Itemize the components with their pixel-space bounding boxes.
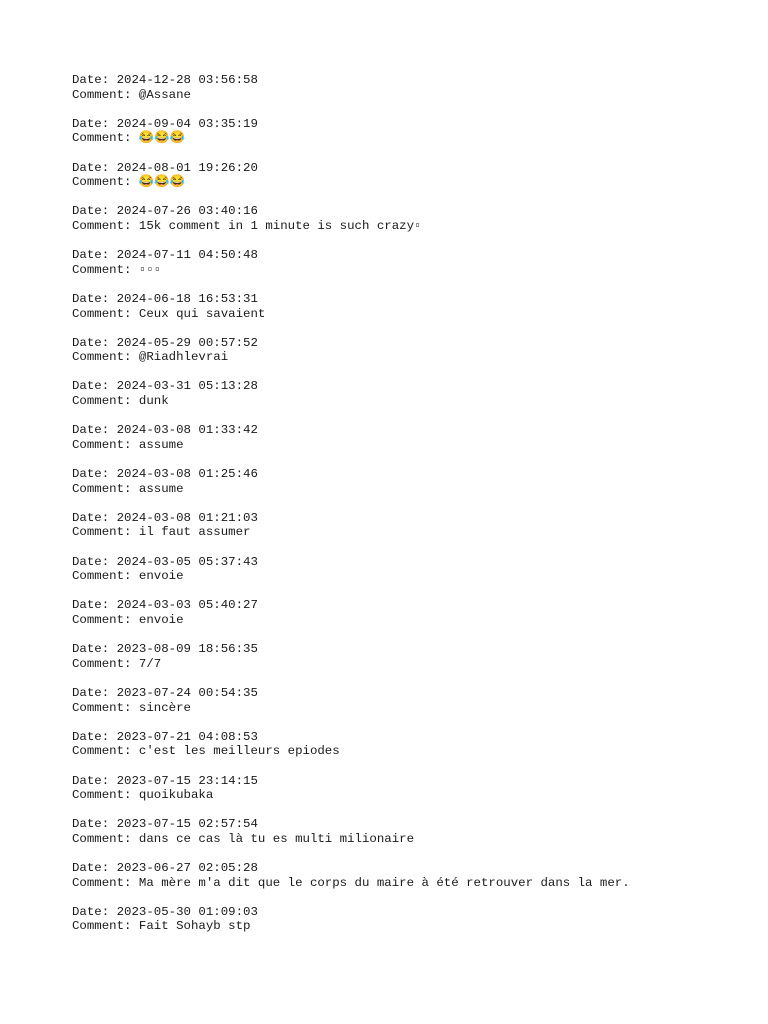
comment-text: Ceux qui savaient [138, 306, 266, 321]
date-value: 2023-07-21 04:08:53 [116, 729, 258, 744]
comment-text: assume [138, 437, 184, 452]
date-label: Date: [72, 467, 117, 482]
date-line [72, 117, 630, 132]
comment-label: Comment: [72, 350, 139, 365]
date-value: 2023-06-27 02:05:28 [116, 861, 258, 876]
date-line [72, 774, 630, 789]
date-value: 2024-12-28 03:56:58 [116, 73, 258, 87]
date-line [72, 598, 630, 613]
comment-line [72, 131, 630, 146]
comment-line [72, 788, 630, 803]
date-label: Date: [72, 598, 117, 613]
date-value: 2024-05-29 00:57:52 [116, 335, 258, 350]
comment-entry [72, 73, 630, 102]
comment-entry [72, 730, 630, 759]
comment-text: assume [138, 481, 184, 496]
comment-label: Comment: [72, 656, 139, 671]
comment-label: Comment: [72, 700, 139, 715]
date-label: Date: [72, 423, 117, 438]
date-label: Date: [72, 248, 117, 263]
comment-label: Comment: [72, 218, 139, 233]
date-line [72, 161, 630, 176]
comment-label: Comment: [72, 306, 139, 321]
comment-entry [72, 292, 630, 321]
comment-label: Comment: [72, 394, 139, 409]
comment-text: quoikubaka [138, 788, 214, 803]
comment-text: dunk [138, 394, 169, 409]
date-line [72, 642, 630, 657]
comment-label: Comment: [72, 131, 139, 146]
comment-entry [72, 423, 630, 452]
comment-label: Comment: [72, 612, 139, 627]
comment-entry [72, 117, 630, 146]
date-value: 2023-07-15 02:57:54 [116, 817, 258, 832]
comment-text: Fait Sohayb stp [138, 919, 251, 934]
comment-text: 15k comment in 1 minute is such crazy▫ [138, 218, 422, 233]
date-value: 2023-05-30 01:09:03 [116, 904, 258, 919]
date-line [72, 379, 630, 394]
date-value: 2024-09-04 03:35:19 [116, 116, 258, 131]
comment-text: @Assane [138, 87, 191, 102]
comment-line [72, 525, 630, 540]
comment-entry [72, 686, 630, 715]
comment-line [72, 88, 630, 103]
comment-line [72, 569, 630, 584]
date-label: Date: [72, 204, 117, 219]
comment-line [72, 350, 630, 365]
comment-label: Comment: [72, 569, 139, 584]
comment-text: c'est les meilleurs epiodes [138, 744, 340, 759]
date-label: Date: [72, 335, 117, 350]
comment-line [72, 701, 630, 716]
date-label: Date: [72, 817, 117, 832]
date-label: Date: [72, 773, 117, 788]
comment-entry [72, 161, 630, 190]
comment-line [72, 613, 630, 628]
comment-line [72, 832, 630, 847]
comment-text: @Riadhlevrai [138, 350, 229, 365]
date-line [72, 861, 630, 876]
date-line [72, 248, 630, 263]
date-line [72, 511, 630, 526]
date-value: 2024-03-05 05:37:43 [116, 554, 258, 569]
comment-line [72, 219, 630, 234]
comment-line [72, 394, 630, 409]
comment-label: Comment: [72, 525, 139, 540]
date-line [72, 336, 630, 351]
date-label: Date: [72, 379, 117, 394]
comment-text: dans ce cas là tu es multi milionaire [138, 831, 415, 846]
date-value: 2024-07-11 04:50:48 [116, 248, 258, 263]
comment-text: Ma mère m'a dit que le corps du maire à été retrouver dans la mer. [138, 875, 630, 890]
date-label: Date: [72, 116, 117, 131]
comment-entry [72, 905, 630, 934]
comment-line [72, 482, 630, 497]
date-value: 2023-07-15 23:14:15 [116, 773, 258, 788]
comment-line [72, 657, 630, 672]
comment-line [72, 175, 630, 190]
comment-entry [72, 511, 630, 540]
date-label: Date: [72, 729, 117, 744]
date-label: Date: [72, 554, 117, 569]
date-label: Date: [72, 160, 117, 175]
date-value: 2024-07-26 03:40:16 [116, 204, 258, 219]
date-line [72, 423, 630, 438]
comment-label: Comment: [72, 87, 139, 102]
date-value: 2024-03-03 05:40:27 [116, 598, 258, 613]
comment-line [72, 263, 630, 278]
date-label: Date: [72, 861, 117, 876]
comment-line [72, 919, 630, 934]
date-label: Date: [72, 642, 117, 657]
comment-entry [72, 204, 630, 233]
date-value: 2024-03-08 01:21:03 [116, 510, 258, 525]
comment-entry [72, 598, 630, 627]
date-line [72, 905, 630, 920]
date-line [72, 467, 630, 482]
date-value: 2024-08-01 19:26:20 [116, 160, 258, 175]
comment-label: Comment: [72, 175, 139, 190]
comment-label: Comment: [72, 437, 139, 452]
comment-text: il faut assumer [138, 525, 251, 540]
comment-entry [72, 379, 630, 408]
date-value: 2024-03-08 01:25:46 [116, 467, 258, 482]
comment-text: envoie [138, 612, 184, 627]
comment-label: Comment: [72, 481, 139, 496]
comment-label: Comment: [72, 744, 139, 759]
date-label: Date: [72, 904, 117, 919]
date-line [72, 73, 630, 88]
date-line [72, 555, 630, 570]
comment-log [72, 73, 630, 949]
comment-label: Comment: [72, 831, 139, 846]
comment-line [72, 307, 630, 322]
comment-entry [72, 336, 630, 365]
date-value: 2024-06-18 16:53:31 [116, 291, 258, 306]
comment-entry [72, 467, 630, 496]
comment-label: Comment: [72, 919, 139, 934]
comment-entry [72, 817, 630, 846]
comment-label: Comment: [72, 262, 139, 277]
date-label: Date: [72, 685, 117, 700]
date-line [72, 686, 630, 701]
date-line [72, 292, 630, 307]
comment-line [72, 438, 630, 453]
comment-line [72, 876, 630, 891]
comment-text: 7/7 [138, 656, 162, 671]
comment-line [72, 744, 630, 759]
date-value: 2023-07-24 00:54:35 [116, 685, 258, 700]
date-value: 2024-03-31 05:13:28 [116, 379, 258, 394]
date-value: 2023-08-09 18:56:35 [116, 642, 258, 657]
date-line [72, 817, 630, 832]
comment-entry [72, 248, 630, 277]
date-label: Date: [72, 73, 117, 87]
comment-entry [72, 774, 630, 803]
comment-text: 😂😂😂 [138, 175, 186, 190]
comment-text: sincère [138, 700, 191, 715]
comment-entry [72, 642, 630, 671]
date-label: Date: [72, 510, 117, 525]
comment-entry [72, 555, 630, 584]
comment-entry [72, 861, 630, 890]
comment-text: 😂😂😂 [138, 131, 186, 146]
date-value: 2024-03-08 01:33:42 [116, 423, 258, 438]
date-line [72, 204, 630, 219]
date-line [72, 730, 630, 745]
date-label: Date: [72, 291, 117, 306]
comment-text: ▫▫▫ [138, 262, 162, 277]
comment-label: Comment: [72, 788, 139, 803]
comment-text: envoie [138, 569, 184, 584]
comment-label: Comment: [72, 875, 139, 890]
